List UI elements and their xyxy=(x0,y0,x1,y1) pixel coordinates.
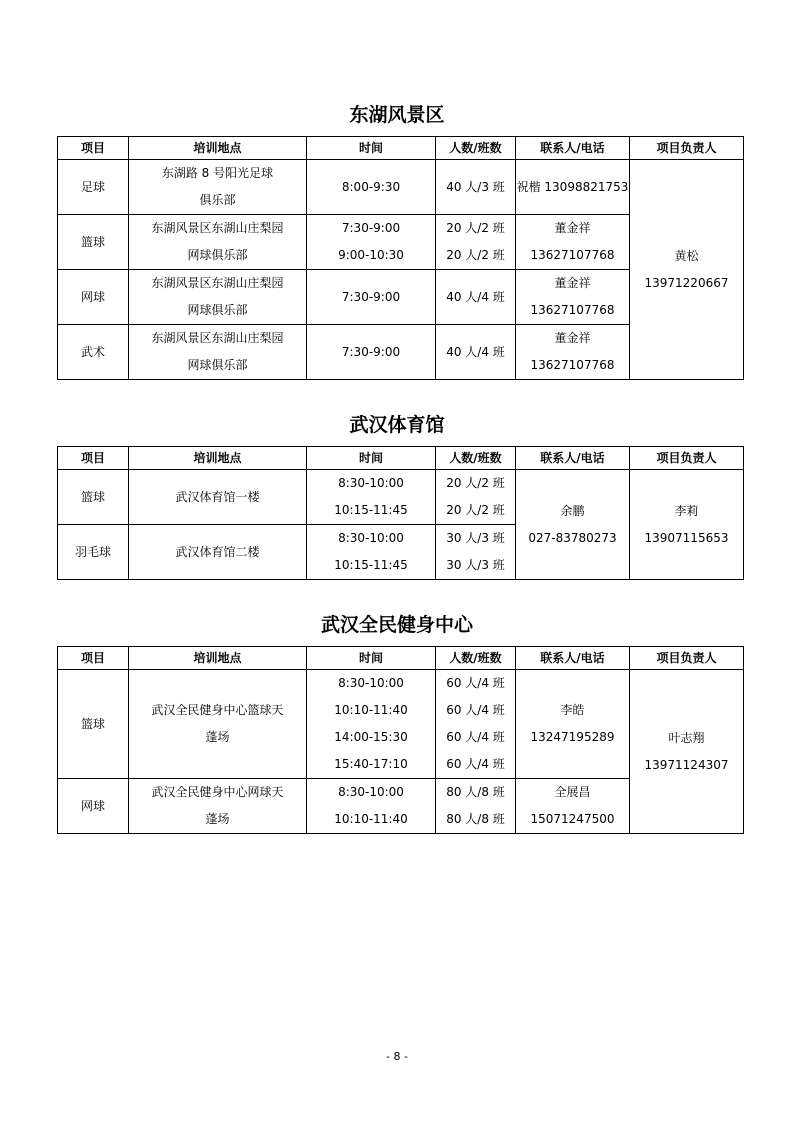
leader-phone: 13971124307 xyxy=(644,757,729,772)
contact-phone: 13627107768 xyxy=(530,248,615,262)
cell-contact xyxy=(516,215,630,270)
cell-contact xyxy=(516,670,630,779)
contact-name: 董金祥 xyxy=(554,331,591,345)
header-time: 时间 xyxy=(307,447,436,470)
cell-leader xyxy=(630,160,744,380)
time-line: 7:30-9:00 xyxy=(341,221,401,235)
cell-count: 40 人/4 班 xyxy=(436,270,516,325)
time-line: 8:30-10:00 xyxy=(338,476,404,490)
table-header-row xyxy=(58,447,744,470)
contact-name: 李皓 xyxy=(560,703,585,717)
wuhan-gym-table xyxy=(57,446,744,580)
time-line: 10:15-11:45 xyxy=(334,558,408,572)
cell-contact xyxy=(516,470,630,580)
table-header-row xyxy=(58,137,744,160)
count-line: 20 人/2 班 xyxy=(446,221,505,235)
header-item: 项目 xyxy=(58,447,129,470)
cell-time xyxy=(307,779,436,834)
header-contact: 联系人/电话 xyxy=(516,447,630,470)
header-time: 时间 xyxy=(307,647,436,670)
time-line: 10:15-11:45 xyxy=(334,503,408,517)
header-contact: 联系人/电话 xyxy=(516,137,630,160)
location-line: 俱乐部 xyxy=(199,193,236,207)
time-line: 9:00-10:30 xyxy=(338,248,404,262)
cell-item: 网球 xyxy=(58,779,129,834)
cell-count: 40 人/3 班 xyxy=(436,160,516,215)
cell-location xyxy=(129,160,307,215)
contact-phone: 027-83780273 xyxy=(528,530,617,545)
cell-item: 足球 xyxy=(58,160,129,215)
header-contact: 联系人/电话 xyxy=(516,647,630,670)
cell-location xyxy=(129,779,307,834)
section-title-wuhan-gym: 武汉体育馆 xyxy=(349,414,445,436)
header-count: 人数/班数 xyxy=(436,647,516,670)
cell-count xyxy=(436,215,516,270)
cell-contact xyxy=(516,270,630,325)
cell-time: 7:30-9:00 xyxy=(307,325,436,380)
table-header-row xyxy=(58,647,744,670)
cell-location xyxy=(129,270,307,325)
contact-name: 全展昌 xyxy=(554,785,591,799)
cell-location xyxy=(129,215,307,270)
cell-count xyxy=(436,470,516,525)
cell-location: 武汉体育馆二楼 xyxy=(129,525,307,580)
leader-name: 李莉 xyxy=(674,503,699,518)
count-line: 60 人/4 班 xyxy=(446,730,505,744)
time-line: 10:10-11:40 xyxy=(334,812,408,826)
leader-phone: 13907115653 xyxy=(644,530,729,545)
fitness-center-table xyxy=(57,646,744,834)
header-leader: 项目负责人 xyxy=(630,647,744,670)
cell-item: 网球 xyxy=(58,270,129,325)
header-count: 人数/班数 xyxy=(436,137,516,160)
cell-location: 武汉体育馆一楼 xyxy=(129,470,307,525)
leader-name: 叶志翔 xyxy=(668,730,705,745)
cell-location xyxy=(129,325,307,380)
count-line: 60 人/4 班 xyxy=(446,757,505,771)
count-line: 60 人/4 班 xyxy=(446,703,505,717)
location-line: 东湖风景区东湖山庄梨园 xyxy=(151,276,284,290)
cell-location xyxy=(129,670,307,779)
time-line: 8:30-10:00 xyxy=(338,676,404,690)
cell-item: 篮球 xyxy=(58,670,129,779)
header-item: 项目 xyxy=(58,137,129,160)
count-line: 60 人/4 班 xyxy=(446,676,505,690)
leader-name: 黄松 xyxy=(674,248,699,263)
table-row xyxy=(58,470,744,525)
time-line: 14:00-15:30 xyxy=(334,730,408,744)
cell-time: 7:30-9:00 xyxy=(307,270,436,325)
location-line: 网球俱乐部 xyxy=(187,303,248,317)
cell-item: 羽毛球 xyxy=(58,525,129,580)
header-item: 项目 xyxy=(58,647,129,670)
section-title-donghu: 东湖风景区 xyxy=(349,104,445,126)
cell-item: 篮球 xyxy=(58,470,129,525)
header-location: 培训地点 xyxy=(129,137,307,160)
location-line: 东湖风景区东湖山庄梨园 xyxy=(151,331,284,345)
location-line: 网球俱乐部 xyxy=(187,248,248,262)
header-location: 培训地点 xyxy=(129,647,307,670)
time-line: 8:30-10:00 xyxy=(338,531,404,545)
location-line: 武汉全民健身中心篮球天 xyxy=(151,703,284,717)
cell-time xyxy=(307,215,436,270)
cell-time: 8:00-9:30 xyxy=(307,160,436,215)
time-line: 15:40-17:10 xyxy=(334,757,408,771)
count-line: 20 人/2 班 xyxy=(446,248,505,262)
header-count: 人数/班数 xyxy=(436,447,516,470)
donghu-table xyxy=(57,136,744,380)
header-leader: 项目负责人 xyxy=(630,137,744,160)
contact-name: 董金祥 xyxy=(554,276,591,290)
cell-count xyxy=(436,525,516,580)
contact-name: 余鹏 xyxy=(560,503,585,518)
contact-phone: 13247195289 xyxy=(530,730,615,744)
section-title-fitness-center: 武汉全民健身中心 xyxy=(320,614,473,636)
count-line: 20 人/2 班 xyxy=(446,503,505,517)
cell-count: 40 人/4 班 xyxy=(436,325,516,380)
cell-item: 武术 xyxy=(58,325,129,380)
contact-phone: 13627107768 xyxy=(530,358,615,372)
cell-count xyxy=(436,779,516,834)
table-row xyxy=(58,670,744,779)
cell-item: 篮球 xyxy=(58,215,129,270)
time-line: 10:10-11:40 xyxy=(334,703,408,717)
cell-leader xyxy=(630,670,744,834)
contact-phone: 13627107768 xyxy=(530,303,615,317)
count-line: 80 人/8 班 xyxy=(446,785,505,799)
count-line: 30 人/3 班 xyxy=(446,531,505,545)
header-location: 培训地点 xyxy=(129,447,307,470)
cell-time xyxy=(307,470,436,525)
location-line: 蓬场 xyxy=(205,730,230,744)
location-line: 东湖路 8 号阳光足球 xyxy=(161,166,274,180)
location-line: 网球俱乐部 xyxy=(187,358,248,372)
cell-count xyxy=(436,670,516,779)
cell-leader xyxy=(630,470,744,580)
location-line: 蓬场 xyxy=(205,812,230,826)
count-line: 30 人/3 班 xyxy=(446,558,505,572)
page-number: - 8 - xyxy=(386,1050,408,1063)
cell-contact xyxy=(516,779,630,834)
time-line: 8:30-10:00 xyxy=(338,785,404,799)
cell-contact: 祝楷 13098821753 xyxy=(516,160,630,215)
header-leader: 项目负责人 xyxy=(630,447,744,470)
count-line: 80 人/8 班 xyxy=(446,812,505,826)
contact-name: 董金祥 xyxy=(554,221,591,235)
header-time: 时间 xyxy=(307,137,436,160)
cell-time xyxy=(307,670,436,779)
leader-phone: 13971220667 xyxy=(644,275,729,290)
count-line: 20 人/2 班 xyxy=(446,476,505,490)
table-row xyxy=(58,160,744,215)
location-line: 武汉全民健身中心网球天 xyxy=(151,785,284,799)
location-line: 东湖风景区东湖山庄梨园 xyxy=(151,221,284,235)
contact-phone: 15071247500 xyxy=(530,812,615,826)
cell-time xyxy=(307,525,436,580)
cell-contact xyxy=(516,325,630,380)
